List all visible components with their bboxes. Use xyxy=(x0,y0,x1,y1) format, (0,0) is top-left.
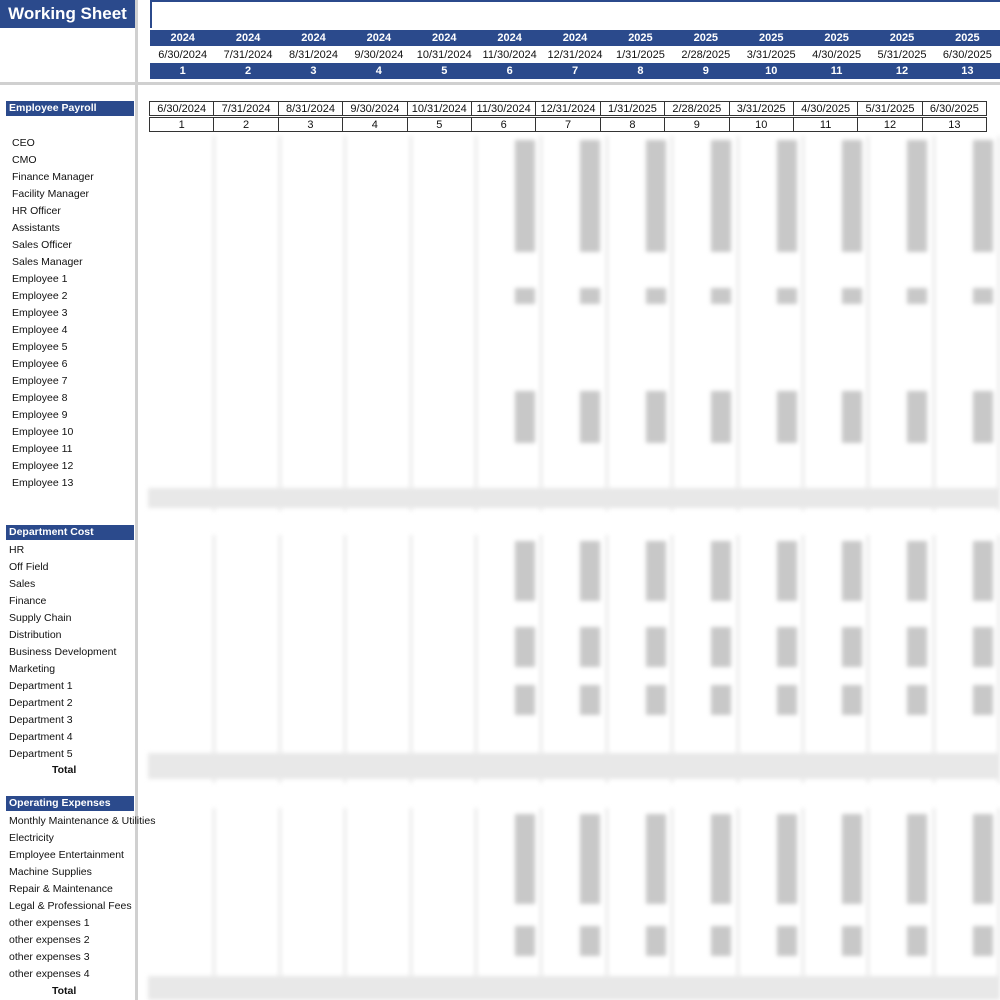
payroll-row-label[interactable]: Employee 5 xyxy=(12,341,68,353)
period-cell[interactable]: 8 xyxy=(637,65,644,77)
payroll-date-cell[interactable]: 6/30/2024 xyxy=(149,101,214,116)
payroll-row-label[interactable]: Finance Manager xyxy=(12,171,94,183)
blurred-value xyxy=(777,685,797,715)
payroll-period-cell[interactable]: 2 xyxy=(213,117,278,132)
department-data-grid[interactable] xyxy=(148,535,1000,783)
grid-column xyxy=(344,136,411,511)
opex-row-label[interactable]: Monthly Maintenance & Utilities xyxy=(9,815,156,827)
total-row xyxy=(148,976,1000,1000)
blurred-value xyxy=(777,926,797,956)
blurred-value xyxy=(515,685,535,715)
date-cell[interactable]: 12/31/2024 xyxy=(547,49,603,61)
blurred-value xyxy=(646,541,666,601)
opex-total-label: Total xyxy=(52,985,77,997)
payroll-row-label[interactable]: Employee 4 xyxy=(12,324,68,336)
blurred-value xyxy=(842,685,862,715)
grid-column xyxy=(213,808,280,1000)
payroll-row-label[interactable]: CEO xyxy=(12,137,35,149)
blurred-value xyxy=(973,627,993,667)
period-cell[interactable]: 4 xyxy=(375,65,382,77)
blurred-value xyxy=(711,541,731,601)
period-cell[interactable]: 11 xyxy=(830,65,843,77)
blurred-value xyxy=(842,627,862,667)
date-cell[interactable]: 8/31/2024 xyxy=(289,49,338,61)
payroll-date-cell[interactable]: 11/30/2024 xyxy=(471,101,536,116)
department-row-label[interactable]: Supply Chain xyxy=(9,612,72,624)
payroll-row-label[interactable]: Employee 8 xyxy=(12,392,68,404)
blurred-value xyxy=(515,814,535,904)
date-cell[interactable]: 6/30/2024 xyxy=(158,49,208,61)
blurred-value xyxy=(777,140,797,252)
blurred-value xyxy=(907,288,927,304)
department-row-label[interactable]: Department 1 xyxy=(9,680,73,692)
blurred-value xyxy=(777,541,797,601)
blurred-value xyxy=(907,685,927,715)
opex-row-label[interactable]: other expenses 2 xyxy=(9,934,90,946)
period-cell[interactable]: 13 xyxy=(961,65,974,77)
date-cell[interactable]: 2/28/2025 xyxy=(681,49,731,61)
blurred-value xyxy=(907,814,927,904)
year-header-row xyxy=(150,30,1000,46)
payroll-row-label[interactable]: Employee 9 xyxy=(12,409,68,421)
blurred-value xyxy=(973,391,993,443)
blurred-value xyxy=(580,391,600,443)
frozen-column-divider[interactable] xyxy=(135,0,138,1000)
grid-column xyxy=(344,535,411,783)
blurred-value xyxy=(973,814,993,904)
blurred-value xyxy=(711,814,731,904)
blurred-value xyxy=(515,288,535,304)
date-cell[interactable]: 10/31/2024 xyxy=(416,49,472,61)
payroll-period-cell[interactable]: 1 xyxy=(149,117,214,132)
blurred-value xyxy=(646,814,666,904)
payroll-row-label[interactable]: Employee 11 xyxy=(12,443,73,455)
payroll-row-label[interactable]: Employee 12 xyxy=(12,460,74,472)
payroll-period-cell[interactable]: 3 xyxy=(278,117,343,132)
opex-row-label[interactable]: other expenses 3 xyxy=(9,951,90,963)
grid-column xyxy=(410,136,477,511)
payroll-period-cell[interactable]: 6 xyxy=(471,117,536,132)
payroll-date-cell[interactable]: 3/31/2025 xyxy=(729,101,794,116)
period-cell[interactable]: 7 xyxy=(571,65,579,77)
blurred-value xyxy=(515,140,535,252)
payroll-period-cell[interactable]: 11 xyxy=(793,117,858,132)
blurred-value xyxy=(580,814,600,904)
date-cell[interactable]: 4/30/2025 xyxy=(812,49,862,61)
section-employee-payroll[interactable]: Employee Payroll xyxy=(6,101,134,116)
payroll-period-row xyxy=(150,117,987,132)
payroll-date-cell[interactable]: 4/30/2025 xyxy=(793,101,858,116)
blurred-value xyxy=(842,140,862,252)
blurred-value xyxy=(646,685,666,715)
grid-column xyxy=(148,808,215,1000)
year-cell[interactable]: 2024 xyxy=(170,32,195,44)
sheet-title: Working Sheet xyxy=(0,0,135,28)
payroll-row-label[interactable]: HR Officer xyxy=(12,205,61,217)
blurred-value xyxy=(646,288,666,304)
total-row xyxy=(148,488,1000,508)
grid-column xyxy=(213,136,280,511)
payroll-row-label[interactable]: Employee 6 xyxy=(12,358,68,370)
year-cell[interactable]: 2024 xyxy=(301,32,326,44)
period-cell[interactable]: 10 xyxy=(765,65,778,77)
grid-column xyxy=(344,808,411,1000)
period-cell[interactable]: 5 xyxy=(441,65,448,77)
payroll-row-label[interactable]: Employee 13 xyxy=(12,477,74,489)
department-row-label[interactable]: Department 5 xyxy=(9,748,73,760)
grid-column xyxy=(213,535,280,783)
period-cell[interactable]: 6 xyxy=(506,65,513,77)
blurred-value xyxy=(515,627,535,667)
payroll-date-row xyxy=(150,101,987,116)
blurred-value xyxy=(711,391,731,443)
year-cell[interactable]: 2025 xyxy=(693,32,719,44)
opex-row-label[interactable]: Electricity xyxy=(9,832,54,844)
blurred-value xyxy=(973,541,993,601)
blurred-value xyxy=(842,926,862,956)
payroll-row-label[interactable]: Employee 3 xyxy=(12,307,68,319)
blurred-value xyxy=(580,926,600,956)
department-row-label[interactable]: Department 3 xyxy=(9,714,73,726)
opex-row-label[interactable]: other expenses 1 xyxy=(9,917,90,929)
year-cell[interactable]: 2025 xyxy=(955,32,980,44)
payroll-row-label[interactable]: Sales Manager xyxy=(12,256,83,268)
payroll-period-cell[interactable]: 12 xyxy=(857,117,922,132)
year-cell[interactable]: 2025 xyxy=(628,32,653,44)
date-header-row xyxy=(150,47,1000,63)
payroll-row-label[interactable]: Assistants xyxy=(12,222,60,234)
department-row-label[interactable]: Department 4 xyxy=(9,731,73,743)
payroll-period-cell[interactable]: 8 xyxy=(600,117,665,132)
department-row-label[interactable]: Business Development xyxy=(9,646,117,658)
opex-row-label[interactable]: Employee Entertainment xyxy=(9,849,124,861)
department-total-label: Total xyxy=(52,764,77,776)
blurred-value xyxy=(580,140,600,252)
period-cell[interactable]: 9 xyxy=(702,65,709,77)
grid-column xyxy=(410,808,477,1000)
payroll-date-cell[interactable]: 1/31/2025 xyxy=(600,101,665,116)
blurred-value xyxy=(907,627,927,667)
payroll-period-cell[interactable]: 13 xyxy=(922,117,987,132)
grid-column xyxy=(148,535,215,783)
blurred-value xyxy=(580,541,600,601)
payroll-date-cell[interactable]: 9/30/2024 xyxy=(342,101,407,116)
blurred-value xyxy=(973,685,993,715)
payroll-row-label[interactable]: Employee 10 xyxy=(12,426,74,438)
blurred-value xyxy=(777,288,797,304)
year-cell[interactable]: 2024 xyxy=(562,32,588,44)
payroll-row-label[interactable]: Facility Manager xyxy=(12,188,90,200)
blurred-value xyxy=(646,391,666,443)
payroll-period-cell[interactable]: 7 xyxy=(535,117,600,132)
payroll-period-cell[interactable]: 4 xyxy=(342,117,407,132)
payroll-period-cell[interactable]: 10 xyxy=(729,117,794,132)
blurred-value xyxy=(515,926,535,956)
blurred-value xyxy=(580,627,600,667)
payroll-date-cell[interactable]: 8/31/2024 xyxy=(278,101,343,116)
opex-data-grid[interactable] xyxy=(148,808,1000,1000)
title-strip-inner xyxy=(152,2,1000,28)
year-cell[interactable]: 2024 xyxy=(497,32,522,44)
blurred-value xyxy=(973,288,993,304)
department-row-label[interactable]: Department 2 xyxy=(9,697,73,709)
opex-row-label[interactable]: Legal & Professional Fees xyxy=(9,900,132,912)
blurred-value xyxy=(711,288,731,304)
payroll-row-label[interactable]: Employee 2 xyxy=(12,290,68,302)
grid-column xyxy=(279,136,346,511)
payroll-period-cell[interactable]: 9 xyxy=(664,117,729,132)
blurred-value xyxy=(842,541,862,601)
year-cell[interactable]: 2024 xyxy=(235,32,261,44)
blurred-value xyxy=(711,627,731,667)
blurred-value xyxy=(907,541,927,601)
section-operating-expenses[interactable]: Operating Expenses xyxy=(6,796,134,811)
date-cell[interactable]: 3/31/2025 xyxy=(746,49,796,61)
department-row-label[interactable]: Off Field xyxy=(9,561,49,573)
grid-column xyxy=(148,136,215,511)
payroll-date-cell[interactable]: 7/31/2024 xyxy=(213,101,278,116)
blurred-value xyxy=(907,926,927,956)
department-row-label[interactable]: Marketing xyxy=(9,663,56,675)
blurred-value xyxy=(973,140,993,252)
opex-row-label[interactable]: Machine Supplies xyxy=(9,866,92,878)
year-cell[interactable]: 2025 xyxy=(889,32,915,44)
year-cell[interactable]: 2024 xyxy=(432,32,457,44)
period-cell[interactable]: 3 xyxy=(310,65,317,77)
blurred-value xyxy=(973,926,993,956)
grid-column xyxy=(279,535,346,783)
date-cell[interactable]: 6/30/2025 xyxy=(942,49,992,61)
date-cell[interactable]: 1/31/2025 xyxy=(615,49,665,61)
payroll-row-label[interactable]: Employee 7 xyxy=(12,375,68,387)
blurred-value xyxy=(842,288,862,304)
payroll-row-label[interactable]: Employee 1 xyxy=(12,273,68,285)
blurred-value xyxy=(777,627,797,667)
department-row-label[interactable]: Sales xyxy=(9,578,36,590)
payroll-date-cell[interactable]: 5/31/2025 xyxy=(857,101,922,116)
payroll-period-cell[interactable]: 5 xyxy=(407,117,472,132)
blurred-value xyxy=(842,814,862,904)
department-row-label[interactable]: Distribution xyxy=(9,629,62,641)
year-cell[interactable]: 2025 xyxy=(824,32,849,44)
blurred-value xyxy=(646,926,666,956)
blurred-value xyxy=(646,627,666,667)
payroll-date-cell[interactable]: 10/31/2024 xyxy=(407,101,472,116)
blurred-value xyxy=(580,288,600,304)
payroll-data-grid[interactable] xyxy=(148,136,1000,511)
period-cell[interactable]: 1 xyxy=(179,65,186,77)
period-header-row xyxy=(150,63,1000,79)
blurred-value xyxy=(580,685,600,715)
opex-row-label[interactable]: Repair & Maintenance xyxy=(9,883,113,895)
grid-column xyxy=(410,535,477,783)
date-cell[interactable]: 11/30/2024 xyxy=(482,49,537,61)
department-row-label[interactable]: Finance xyxy=(9,595,47,607)
blurred-value xyxy=(515,391,535,443)
section-department-cost[interactable]: Department Cost xyxy=(6,525,134,540)
date-cell[interactable]: 7/31/2024 xyxy=(223,49,273,61)
department-row-label[interactable]: HR xyxy=(9,544,25,556)
blurred-value xyxy=(907,140,927,252)
blurred-value xyxy=(515,541,535,601)
payroll-date-cell[interactable]: 6/30/2025 xyxy=(922,101,987,116)
blurred-value xyxy=(711,685,731,715)
blurred-value xyxy=(646,140,666,252)
blurred-value xyxy=(711,140,731,252)
payroll-date-cell[interactable]: 12/31/2024 xyxy=(535,101,600,116)
year-cell[interactable]: 2024 xyxy=(366,32,392,44)
period-cell[interactable]: 2 xyxy=(245,65,252,77)
date-cell[interactable]: 5/31/2025 xyxy=(877,49,927,61)
date-cell[interactable]: 9/30/2024 xyxy=(354,49,404,61)
blurred-value xyxy=(711,926,731,956)
frozen-row-divider[interactable] xyxy=(0,82,1000,85)
blurred-value xyxy=(777,814,797,904)
opex-row-label[interactable]: other expenses 4 xyxy=(9,968,90,980)
year-cell[interactable]: 2025 xyxy=(758,32,784,44)
period-cell[interactable]: 12 xyxy=(895,65,909,77)
blurred-value xyxy=(907,391,927,443)
blurred-value xyxy=(777,391,797,443)
total-row xyxy=(148,753,1000,779)
payroll-row-label[interactable]: CMO xyxy=(12,154,37,166)
grid-column xyxy=(279,808,346,1000)
payroll-date-cell[interactable]: 2/28/2025 xyxy=(664,101,729,116)
blurred-value xyxy=(842,391,862,443)
payroll-row-label[interactable]: Sales Officer xyxy=(12,239,72,251)
